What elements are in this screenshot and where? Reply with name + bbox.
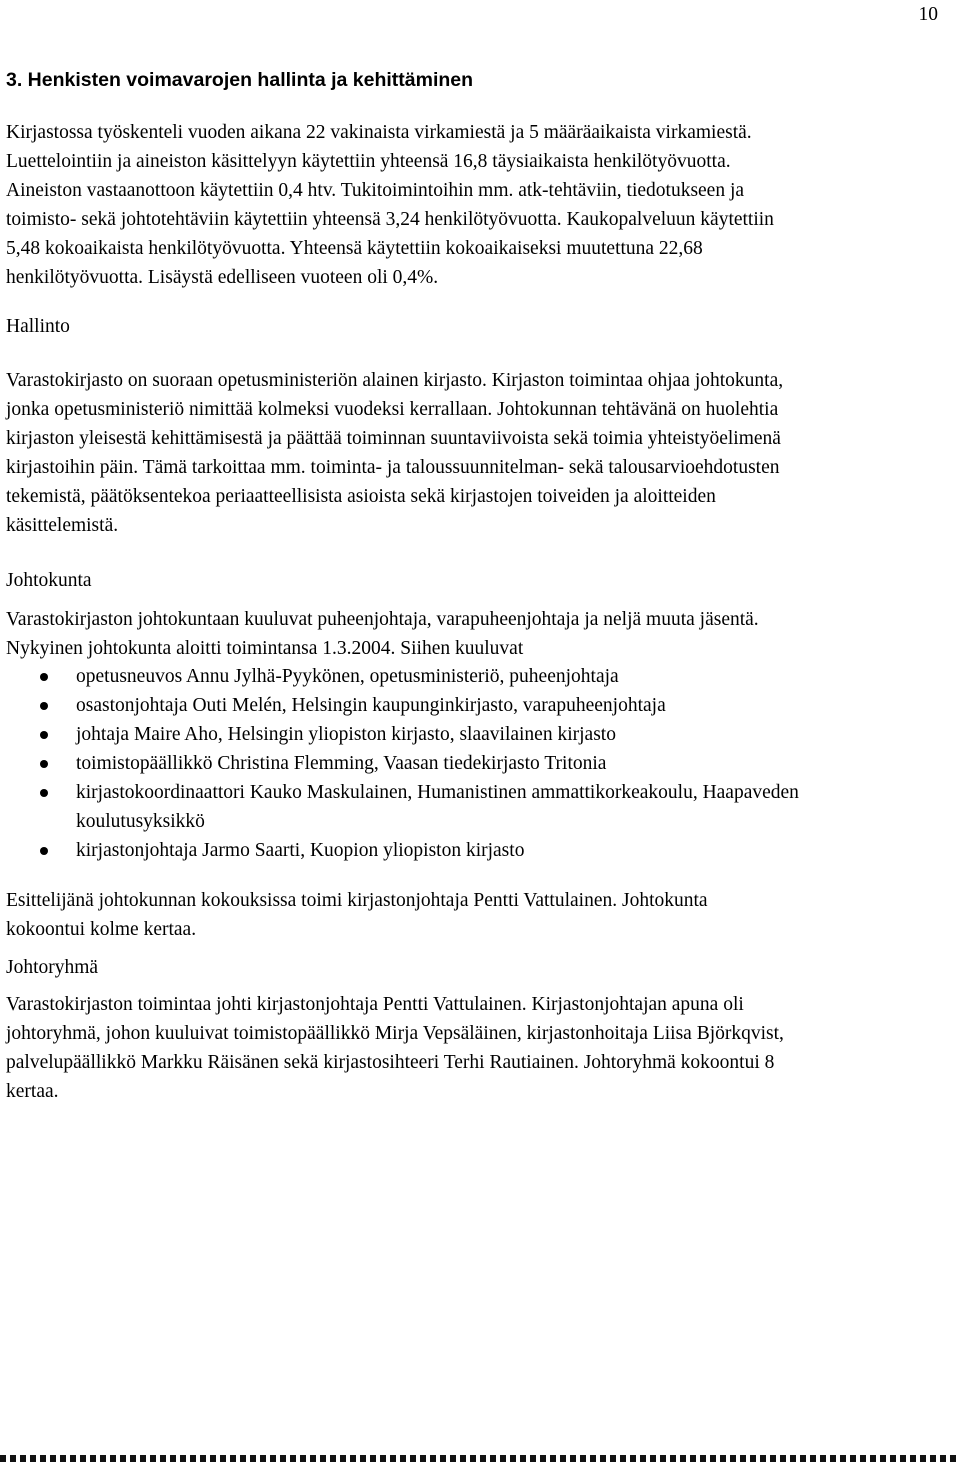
list-item (0, 749, 960, 778)
list-item (0, 691, 960, 720)
member-text: osastonjohtaja Outi Melén, Helsingin kaupunginkirjasto, varapuheenjohtaja (76, 695, 666, 716)
johtoryhma-paragraph (6, 990, 956, 1106)
text-line: Nykyinen johtokunta aloitti toimintansa 1.3.2004. Siihen kuuluvat (6, 638, 524, 659)
bullet-icon (40, 731, 48, 739)
esittelija-paragraph (6, 886, 956, 944)
text-line: käsittelemistä. (6, 515, 119, 536)
text-line: 5,48 kokoaikaista henkilötyövuotta. Yhteensä käytettiin kokoaikaiseksi muutettuna 22,68 (6, 238, 703, 259)
list-item (0, 778, 960, 836)
hallinto-paragraph (6, 366, 956, 540)
bullet-icon (40, 847, 48, 855)
johtokunta-heading: Johtokunta (6, 570, 92, 591)
section-heading: 3. Henkisten voimavarojen hallinta ja kehittäminen (6, 69, 474, 91)
member-text-continued: koulutusyksikkö (76, 811, 205, 832)
johtoryhma-heading: Johtoryhmä (6, 957, 99, 978)
list-item (0, 836, 960, 865)
bullet-icon (40, 673, 48, 681)
page-number: 10 (918, 4, 938, 25)
member-text: toimistopäällikkö Christina Flemming, Vaasan tiedekirjasto Tritonia (76, 753, 607, 774)
text-line: Varastokirjaston johtokuntaan kuuluvat puheenjohtaja, varapuheenjohtaja ja neljä muuta jäsentä. (6, 609, 759, 630)
text-line: Aineiston vastaanottoon käytettiin 0,4 htv. Tukitoimintoihin mm. atk-tehtäviin, tiedotukseen ja (6, 180, 745, 201)
text-line: Esittelijänä johtokunnan kokouksissa toimi kirjastonjohtaja Pentti Vattulainen. Johtokunta (6, 890, 708, 911)
text-line: Luettelointiin ja aineiston käsittelyyn käytettiin yhteensä 16,8 täysiaikaista henkilötyövuotta. (6, 151, 731, 172)
text-line: toimisto- sekä johtotehtäviin käytettiin yhteensä 3,24 henkilötyövuotta. Kaukopalveluun käytettiin (6, 209, 774, 230)
list-item (0, 720, 960, 749)
list-item (0, 662, 960, 691)
member-list (0, 662, 960, 865)
text-line: henkilötyövuotta. Lisäystä edelliseen vuoteen oli 0,4%. (6, 267, 439, 288)
text-line: kirjaston yleisestä kehittämisestä ja päättää toiminnan suuntaviivoista sekä toimia yhteistyöelimenä (6, 428, 781, 449)
text-line: tekemistä, päätöksentekoa periaatteellisista asioista sekä kirjastojen toiveiden ja aloitteiden (6, 486, 716, 507)
text-line: jonka opetusministeriö nimittää kolmeksi vuodeksi kerrallaan. Johtokunnan tehtävänä on huolehtia (6, 399, 779, 420)
member-text: opetusneuvos Annu Jylhä-Pyykönen, opetusministeriö, puheenjohtaja (76, 666, 619, 687)
text-line: Kirjastossa työskenteli vuoden aikana 22 vakinaista virkamiestä ja 5 määräaikaista virkamiestä. (6, 122, 752, 143)
bullet-icon (40, 702, 48, 710)
text-line: Varastokirjaston toimintaa johti kirjastonjohtaja Pentti Vattulainen. Kirjastonjohtajan apuna oli (6, 994, 744, 1015)
text-line: Varastokirjasto on suoraan opetusministeriön alainen kirjasto. Kirjaston toimintaa ohjaa johtokunta, (6, 370, 784, 391)
bullet-icon (40, 760, 48, 768)
johtokunta-paragraph (6, 605, 956, 663)
intro-paragraph (6, 118, 956, 292)
bullet-icon (40, 789, 48, 797)
hallinto-heading: Hallinto (6, 316, 70, 337)
text-line: palvelupäällikkö Markku Räisänen sekä kirjastosihteeri Terhi Rautiainen. Johtoryhmä kokoontui 8 (6, 1052, 775, 1073)
text-line: johtoryhmä, johon kuuluivat toimistopäällikkö Mirja Vepsäläinen, kirjastonhoitaja Liisa Björkqvist, (6, 1023, 784, 1044)
text-line: kokoontui kolme kertaa. (6, 919, 197, 940)
member-text: johtaja Maire Aho, Helsingin yliopiston kirjasto, slaavilainen kirjasto (76, 724, 616, 745)
text-line: kertaa. (6, 1081, 59, 1102)
member-text: kirjastonjohtaja Jarmo Saarti, Kuopion yliopiston kirjasto (76, 840, 525, 861)
member-text: kirjastokoordinaattori Kauko Maskulainen, Humanistinen ammattikorkeakoulu, Haapaveden (76, 782, 799, 803)
footer-dotted-rule (0, 1455, 960, 1462)
text-line: kirjastoihin päin. Tämä tarkoittaa mm. toiminta- ja taloussuunnitelman- sekä talousarvioehdotusten (6, 457, 780, 478)
